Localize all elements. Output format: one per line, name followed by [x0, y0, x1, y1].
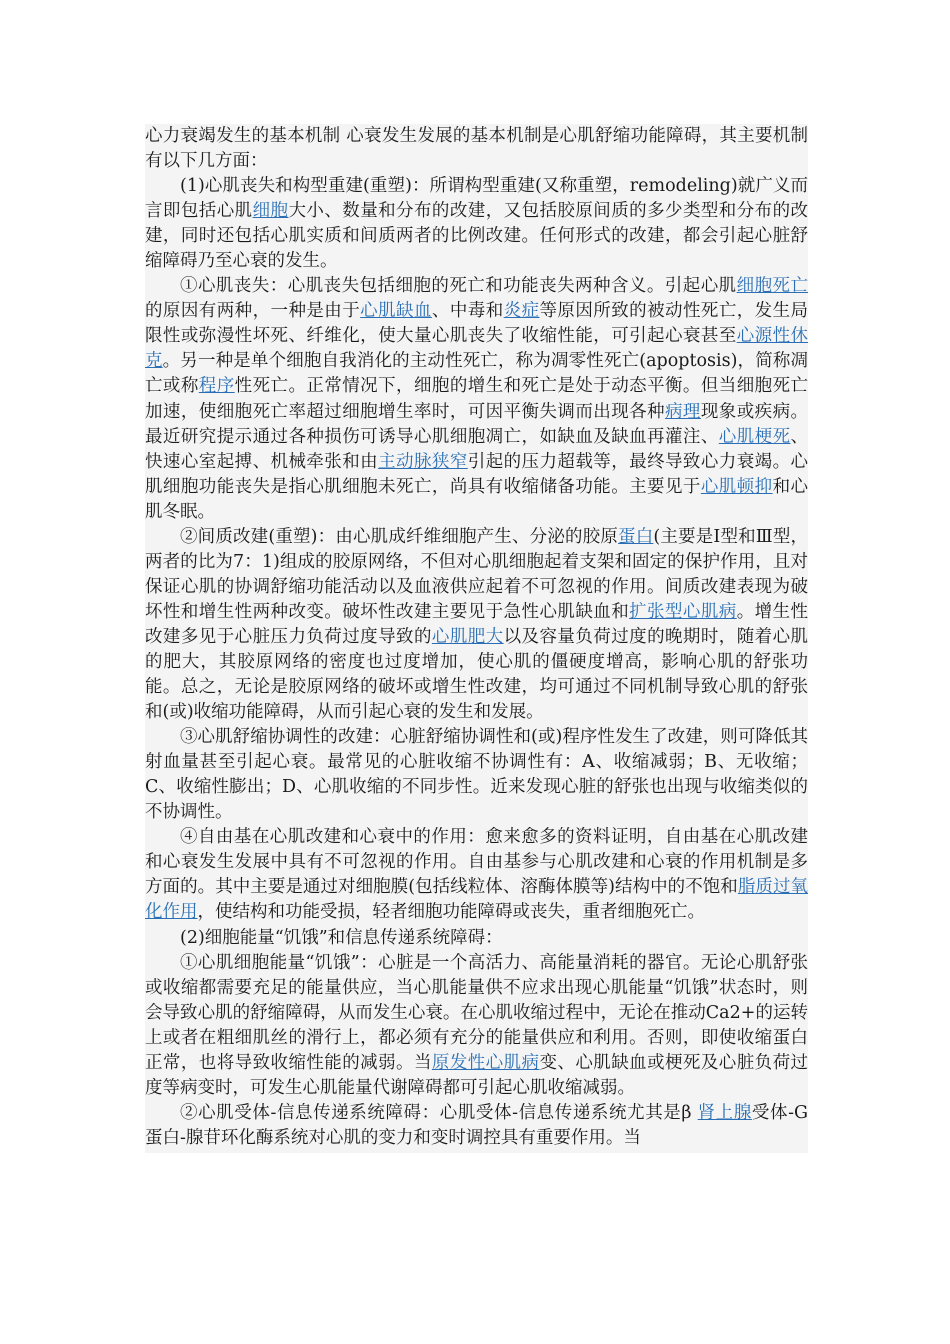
paragraph: [145, 174, 808, 274]
text-segment: (1)心肌丧失和构型重建(重塑)：所谓构型重建(又称重塑，remodeling)就广义而言即包括心肌: [145, 176, 808, 222]
paragraph: [145, 825, 808, 925]
term-link[interactable]: 病理: [664, 401, 701, 422]
text-segment: 等原因所致的被动性死亡，发生局限性或弥漫性坏死、纤维化，使大量心肌丧失了收缩性能，可引起心衰甚至: [145, 301, 809, 347]
term-link[interactable]: 细胞: [252, 201, 289, 222]
term-link[interactable]: 心肌梗死: [718, 426, 791, 447]
text-segment: 现象或疾病。最近研究提示通过各种损伤可诱导心肌细胞凋亡，如缺血及缺血再灌注、: [145, 401, 809, 447]
text-segment: 的原因有两种，一种是由于: [145, 301, 361, 322]
text-segment: 以及容量负荷过度的晚期时，随着心肌的肥大，其胶原网络的密度也过度增加，使心肌的僵硬度增高，影响心肌的舒张功能。总之，无论是胶原网络的破坏或增生性改建，均可通过不同机制导致心肌的舒张和(或)收缩功能障碍，从而引起心衰的发生和发展。: [145, 626, 809, 723]
term-link[interactable]: 扩张型心肌病: [629, 601, 737, 622]
text-segment: 性死亡。正常情况下，细胞的增生和死亡是处于动态平衡。但当细胞死亡加速，使细胞死亡率超过细胞增生率时，可因平衡失调而出现各种: [145, 376, 809, 422]
text-segment: 。增生性改建多见于心脏压力负荷过度导致的: [145, 601, 809, 647]
text-segment: ①心肌细胞能量“饥饿”：心脏是一个高活力、高能量消耗的器官。无论心肌舒张或收缩都需要充足的能量供应，当心肌能量供不应求出现心肌能量“饥饿”状态时，则会导致心肌的舒缩障碍，从而发生心衰。在心肌收缩过程中，无论在推动Ca2+的运转上或者在粗细肌丝的滑行上，都必须有充分的能量供应和利用。否则，即使收缩蛋白正常，也将导致收缩性能的减弱。当: [145, 952, 808, 1073]
term-link[interactable]: 原发性心肌病: [431, 1052, 540, 1073]
term-link[interactable]: 蛋白: [618, 526, 654, 547]
term-link[interactable]: 心肌肥大: [431, 626, 504, 647]
text-segment: 受体-G 蛋白-腺苷环化酶系统对心肌的变力和变时调控具有重要作用。当: [145, 1102, 808, 1148]
text-segment: ，使结构和功能受损，轻者细胞功能障碍或丧失，重者细胞死亡。: [197, 902, 705, 923]
paragraph: [145, 274, 808, 524]
paragraph: [145, 1101, 808, 1151]
text-segment: 。另一种是单个细胞自我消化的主动性死亡，称为凋零性死亡(apoptosis)，简称凋亡或称: [145, 351, 809, 397]
text-segment: ④自由基在心肌改建和心衰中的作用：愈来愈多的资料证明，自由基在心肌改建和心衰发生发展中具有不可忽视的作用。自由基参与心肌改建和心衰的作用机制是多方面的。其中主要是通过对细胞膜(包括线粒体、溶酶体膜等)结构中的不饱和: [145, 827, 808, 898]
paragraph: [145, 926, 808, 951]
text-segment: 大小、数量和分布的改建，又包括胶原间质的多少类型和分布的改建，同时还包括心肌实质和间质两者的比例改建。任何形式的改建，都会引起心脏舒缩障碍乃至心衰的发生。: [145, 201, 809, 272]
text-segment: 变、心肌缺血或梗死及心脏负荷过度等病变时，可发生心肌能量代谢障碍都可引起心肌收缩减弱。: [145, 1052, 809, 1098]
term-link[interactable]: 炎症: [503, 301, 540, 322]
text-segment: 和心肌冬眠。: [145, 476, 809, 522]
term-link[interactable]: 脂质过氧化作用: [145, 877, 809, 923]
paragraph: [145, 124, 808, 174]
document-page: [145, 124, 808, 1153]
text-segment: (主要是Ⅰ型和Ⅲ型，两者的比为7：1)组成的胶原网络，不但对心肌细胞起着支架和固定的保护作用，且对保证心肌的协调舒缩功能活动以及血液供应起着不可忽视的作用。间质改建表现为破坏性和增生性两种改变。破坏性改建主要见于急性心肌缺血和: [145, 526, 809, 622]
text-segment: 、中毒和: [431, 301, 504, 322]
text-segment: 引起的压力超载等，最终导致心力衰竭。心肌细胞功能丧失是指心肌细胞未死亡，尚具有收缩储备功能。主要见于: [145, 451, 809, 497]
paragraph: [145, 951, 808, 1101]
paragraph: [145, 725, 808, 825]
text-segment: ③心肌舒缩协调性的改建：心脏舒缩协调性和(或)程序性发生了改建，则可降低其射血量甚至引起心衰。最常见的心脏收缩不协调性有：A、收缩减弱；B、无收缩；C、收缩性膨出；D、心肌收缩的不同步性。近来发现心脏的舒张也出现与收缩类似的不协调性。: [145, 727, 808, 823]
paragraph: [145, 525, 808, 725]
text-segment: 心力衰竭发生的基本机制 心衰发生发展的基本机制是心肌舒缩功能障碍，其主要机制有以下几方面：: [145, 126, 808, 172]
term-link[interactable]: 心源性休克: [145, 326, 809, 372]
term-link[interactable]: 细胞死亡: [736, 276, 809, 297]
term-link[interactable]: 程序: [198, 376, 235, 397]
term-link[interactable]: 肾上腺: [697, 1102, 752, 1123]
term-link[interactable]: 心肌缺血: [360, 301, 432, 322]
term-link[interactable]: 心肌顿抑: [700, 476, 773, 497]
text-segment: 、快速心室起搏、机械牵张和由: [145, 426, 809, 472]
text-segment: ②间质改建(重塑)：由心肌成纤维细胞产生、分泌的胶原: [180, 526, 619, 547]
text-segment: (2)细胞能量“饥饿”和信息传递系统障碍：: [180, 927, 503, 948]
text-segment: ②心肌受体-信息传递系统障碍：心肌受体-信息传递系统尤其是β: [180, 1102, 698, 1123]
term-link[interactable]: 主动脉狭窄: [378, 451, 468, 472]
text-segment: ①心肌丧失：心肌丧失包括细胞的死亡和功能丧失两种含义。引起心肌: [180, 276, 737, 297]
